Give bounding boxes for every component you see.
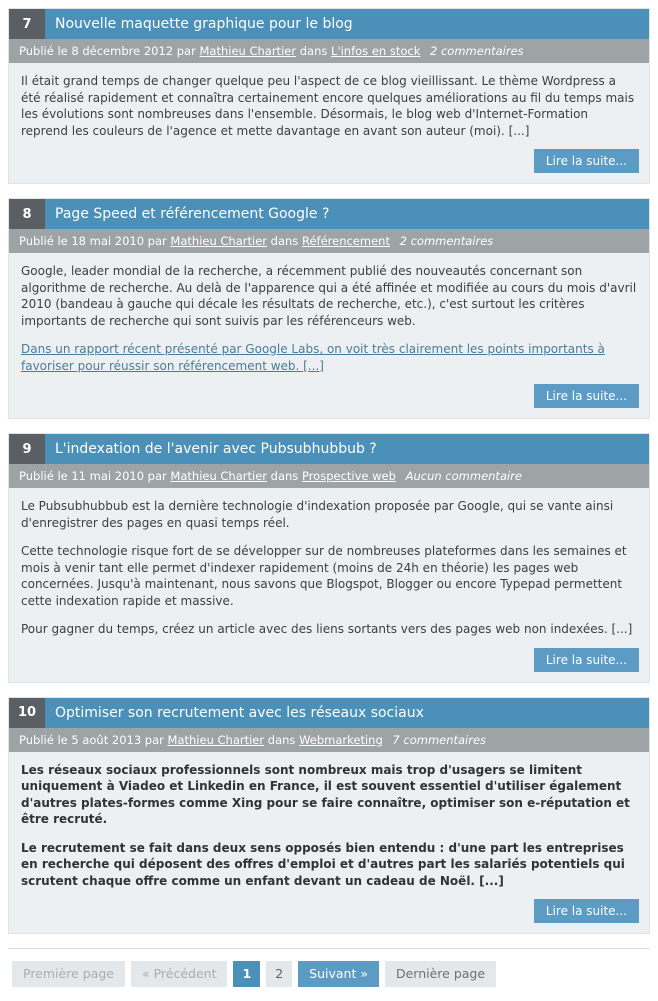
article-paragraph: Le Pubsubhubbub est la dernière technologie d'indexation proposée par Google, qui se vante ainsi d'enregistrer des pages en quasi temps réel.	[21, 499, 614, 530]
article-header	[9, 434, 649, 464]
article-rank: 10	[9, 698, 45, 728]
article-rank: 7	[9, 9, 45, 39]
pagination-page-1[interactable]: 1	[233, 961, 260, 987]
read-more-button[interactable]: Lire la suite...	[534, 149, 639, 173]
meta-published: Publié le 8 décembre 2012 par	[19, 44, 196, 58]
article-body	[9, 488, 649, 648]
pagination-last[interactable]: Dernière page	[385, 961, 496, 987]
meta-category-link[interactable]: Prospective web	[301, 469, 396, 483]
pagination	[8, 949, 650, 1001]
article-paragraph: Google, leader mondial de la recherche, a récemment publié des nouveautés concernant son algorithme de recherche. Au delà de l'apparence qui a été affinée et modifiée au cours du mois d'avril 2010 (bandeau à gauche qui décale les résultats de recherche, etc.), c'est surtout les critères importants de recherche qui sont suivis par les référenceurs web.	[21, 264, 637, 328]
pagination-next[interactable]: Suivant »	[298, 961, 379, 987]
article-card	[8, 8, 650, 184]
article-meta	[9, 464, 649, 488]
read-more-button[interactable]: Lire la suite...	[534, 899, 639, 923]
article-paragraph-strong: Le recrutement se fait dans deux sens opposés bien entendu : d'une part les entreprises en recherche qui déposent des offres d'emploi et d'autres part les salariés potentiels qui scrutent chaque offre comme un enfant devant un cadeau de Noël. [...]	[21, 840, 625, 888]
meta-category-link[interactable]: Webmarketing	[299, 732, 383, 747]
article-paragraph: Il était grand temps de changer quelque peu l'aspect de ce blog vieillissant. Le thème Wordpress a été réalisé rapidement et connaîtra certainement encore quelques améliorations au fil du temps mais les évolutions sont nombreuses dans l'ensemble. Désormais, le blog web d'Internet-Formation reprend les couleurs de l'agence et mette davantage en avant son auteur (moi). [...]	[21, 74, 635, 138]
meta-author-link[interactable]: Mathieu Chartier	[199, 44, 297, 58]
article-actions	[9, 384, 649, 418]
article-paragraph: Pour gagner du temps, créez un article avec des liens sortants vers des pages web non indexées. [...]	[21, 622, 633, 636]
article-title[interactable]: Optimiser son recrutement avec les réseaux sociaux	[55, 704, 424, 721]
meta-published: Publié le 5 août 2013 par	[19, 732, 164, 747]
meta-author-link[interactable]: Mathieu Chartier	[170, 469, 268, 483]
meta-in: dans	[267, 732, 296, 747]
article-body	[9, 63, 649, 149]
article-rank: 9	[9, 434, 45, 464]
article-card	[8, 198, 650, 419]
meta-category-link[interactable]: Référencement	[301, 234, 390, 248]
article-card	[8, 433, 650, 683]
meta-category-link[interactable]: L'infos en stock	[331, 44, 421, 58]
article-title[interactable]: Page Speed et référencement Google ?	[55, 206, 330, 222]
article-actions	[9, 899, 649, 933]
article-paragraph-strong: Les réseaux sociaux professionnels sont nombreux mais trop d'usagers se limitent uniquement à Viadeo et Linkedin en France, il est souvent essentiel d'utiliser également d'autres plates-formes comme Xing pour se faire connaître, optimiser son e-réputation et être recruté.	[21, 762, 630, 826]
meta-comments: 2 commentaires	[430, 44, 524, 58]
meta-published: Publié le 11 mai 2010 par	[19, 469, 167, 483]
article-meta	[9, 39, 649, 63]
article-paragraph: Cette technologie risque fort de se développer sur de nombreuses plateformes dans les semaines et mois à venir tant elle permet d'indexer rapidement (moins de 24h en théorie) les pages web concernées. Jusqu'à maintenant, nous savons que Blogspot, Blogger ou encore Typepad permettent cette indexation rapide et massive.	[21, 544, 627, 608]
article-title[interactable]: Nouvelle maquette graphique pour le blog	[55, 16, 353, 32]
article-header	[9, 698, 649, 728]
article-paragraph-link[interactable]: Dans un rapport récent présenté par Google Labs, on voit très clairement les points importants à favoriser pour réussir son référencement web. [...]	[21, 342, 605, 373]
article-title[interactable]: L'indexation de l'avenir avec Pubsubhubbub ?	[55, 441, 377, 457]
meta-published: Publié le 18 mai 2010 par	[19, 234, 167, 248]
pagination-page-2[interactable]: 2	[266, 961, 292, 987]
read-more-button[interactable]: Lire la suite...	[534, 648, 639, 672]
article-paragraph	[21, 341, 637, 374]
article-meta	[9, 229, 649, 253]
pagination-previous: « Précédent	[131, 961, 228, 987]
meta-in: dans	[299, 44, 328, 58]
meta-comments: 2 commentaires	[399, 234, 494, 248]
article-actions	[9, 149, 649, 183]
article-header	[9, 199, 649, 229]
article-paragraph	[21, 762, 637, 828]
article-header	[9, 9, 649, 39]
meta-in: dans	[270, 234, 299, 248]
article-rank: 8	[9, 199, 45, 229]
article-body	[9, 253, 649, 384]
article-body	[9, 752, 649, 900]
pagination-first: Première page	[12, 961, 125, 987]
meta-author-link[interactable]: Mathieu Chartier	[167, 732, 265, 747]
article-actions	[9, 648, 649, 682]
read-more-button[interactable]: Lire la suite...	[534, 384, 639, 408]
meta-author-link[interactable]: Mathieu Chartier	[170, 234, 268, 248]
meta-in: dans	[270, 469, 299, 483]
article-card	[8, 697, 650, 935]
meta-comments: Aucun commentaire	[405, 469, 522, 483]
meta-comments: 7 commentaires	[392, 732, 487, 747]
article-meta	[9, 728, 649, 752]
article-paragraph	[21, 840, 637, 890]
